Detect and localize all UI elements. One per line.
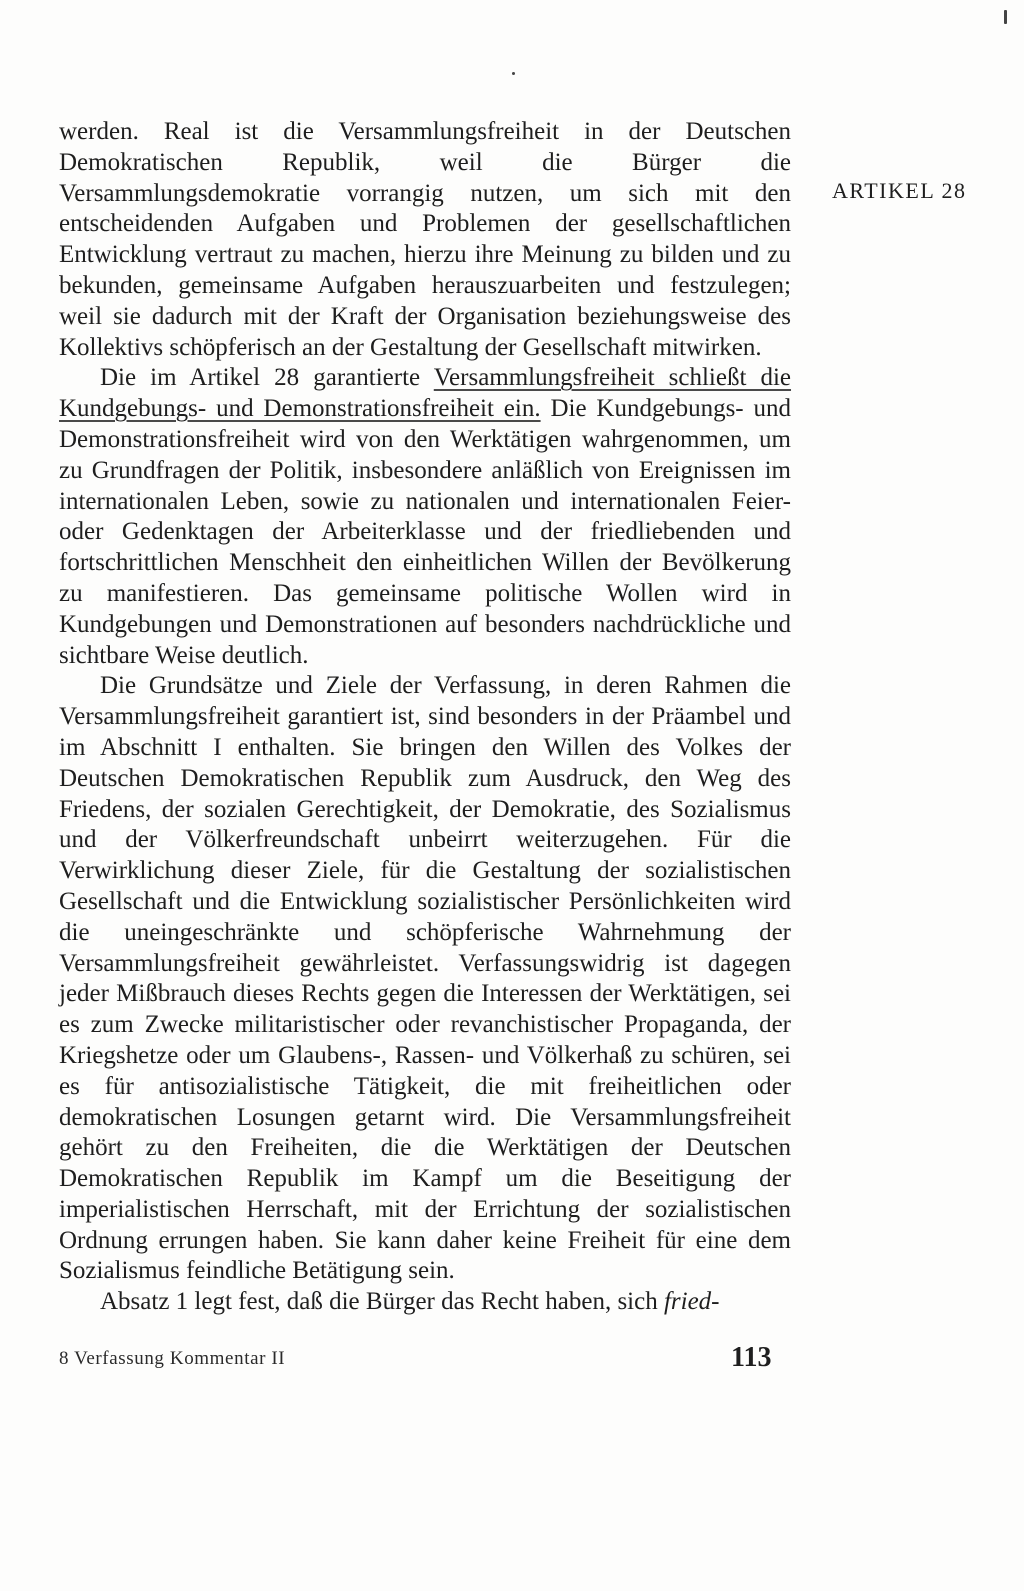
paragraph-text: Absatz 1 legt fest, daß die Bürger das Recht haben, sich (100, 1288, 664, 1316)
paragraph-text: Die im Artikel 28 garantierte (100, 364, 434, 392)
handwritten-underlined-text: Versammlungsfreiheit schließt die Kundgebungs- und Demonstrationsfreiheit ein. (59, 364, 792, 423)
scan-speck (512, 72, 515, 75)
paragraph-1 (59, 117, 791, 363)
paragraph-text: Die Kundgebungs- und Demonstrationsfreiheit wird von den Werktätigen wahrgenommen, um zu Grundfragen der Politik, insbesondere anläßlich von Ereignissen im internationalen Leben, sowie zu nationalen und internationalen Feier- oder Gedenktagen der Arbeiterklasse und der friedliebenden und fortschrittlichen Menschheit den einheitlichen Willen der Bevölkerung zu manifestieren. Das gemeinsame politische Wollen wird in Kundgebungen und Demonstrationen auf besonders nachdrückliche und sichtbare Weise deutlich. (59, 395, 791, 669)
footer-signature: 8 Verfassung Kommentar II (59, 1348, 286, 1369)
paragraph-3 (59, 671, 791, 1287)
body-text (59, 117, 791, 1318)
paragraph-text: werden. Real ist die Versammlungsfreiheit in der Deutschen Demokratischen Republik, weil die Bürger die Versammlungsdemokratie vorrangig nutzen, um sich mit den entscheidenden Aufgaben und Problemen der gesellschaftlichen Entwicklung vertraut zu machen, hierzu ihre Meinung zu bilden und zu bekunden, gemeinsame Aufgaben herauszuarbeiten und festzulegen; weil sie dadurch mit der Kraft der Organisation beziehungsweise des Kollektivs schöpferisch an der Gestaltung der Gesellschaft mitwirken. (59, 118, 791, 361)
paragraph-2 (59, 363, 791, 671)
paragraph-text: Die Grundsätze und Ziele der Verfassung, in deren Rahmen die Versammlungsfreiheit garantiert ist, sind besonders in der Präambel und im Abschnitt I enthalten. Sie bringen den Willen des Volkes der Deutschen Demokratischen Republik zum Ausdruck, den Weg des Friedens, der sozialen Gerechtigkeit, der Demokratie, des Sozialismus und der Völkerfreundschaft unbeirrt weiterzugehen. Für die Verwirklichung dieser Ziele, für die Gestaltung der sozialistischen Gesellschaft und die Entwicklung sozialistischer Persönlichkeiten wird die uneingeschränkte und schöpferische Wahrnehmung der Versammlungsfreiheit gewährleistet. Verfassungswidrig ist dagegen jeder Mißbrauch dieses Rechts gegen die Interessen der Werktätigen, sei es zum Zwecke militaristischer oder revanchistischer Propaganda, der Kriegshetze oder um Glaubens-, Rassen- und Völkerhaß zu schüren, sei es für antisozialistische Tätigkeit, die mit freiheitlichen oder demokratischen Losungen getarnt wird. Die Versammlungsfreiheit gehört zu den Freiheiten, die die Werktätigen der Deutschen Demokratischen Republik im Kampf um die Beseitigung der imperialistischen Herrschaft, mit der Errichtung der sozialistischen Ordnung errungen haben. Sie kann daher keine Freiheit für eine dem Sozialismus feindliche Betätigung sein. (59, 672, 791, 1285)
page-number: 113 (731, 1342, 772, 1373)
italic-emphasis: fried- (663, 1288, 720, 1316)
paragraph-4 (59, 1287, 791, 1318)
marginal-article-heading: ARTIKEL 28 (832, 178, 967, 203)
scan-speck (1004, 10, 1007, 24)
